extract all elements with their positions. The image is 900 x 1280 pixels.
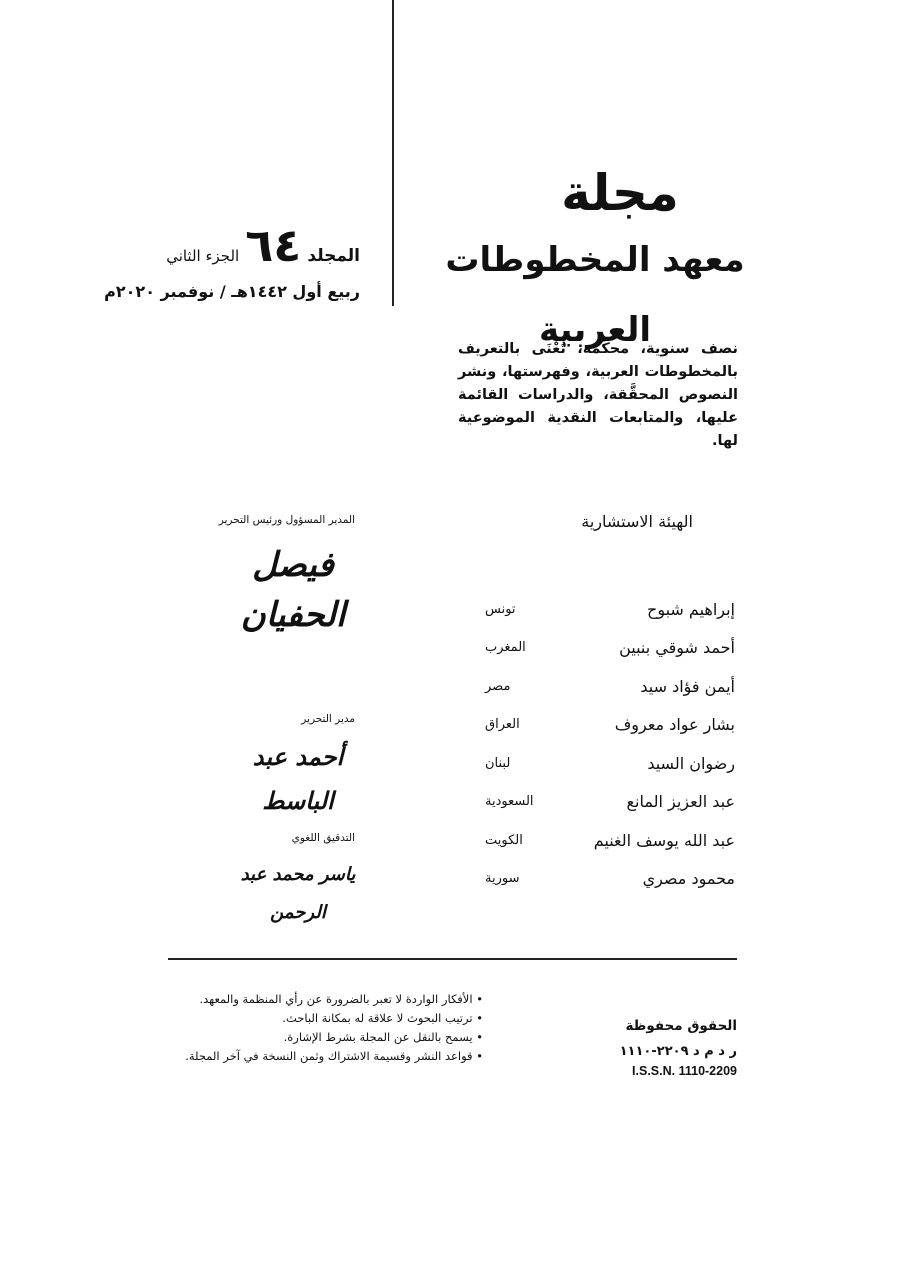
magazine-word: مجلة [561, 164, 679, 222]
member-country: سورية [485, 871, 520, 887]
horizontal-divider [168, 958, 737, 960]
board-member [485, 629, 735, 668]
managing-editor-role: مدير التحرير [301, 713, 355, 725]
member-country: السعودية [485, 794, 534, 810]
board-member [485, 744, 735, 783]
member-name: أحمد شوقي بنبين [619, 638, 735, 658]
rights-title: الحقوق محفوظة [625, 1018, 737, 1034]
member-name: عبد العزيز المانع [626, 792, 735, 812]
member-name: أيمن فؤاد سيد [640, 676, 735, 696]
issue-volume-row [166, 218, 360, 270]
member-country: تونس [485, 601, 516, 617]
member-name: إبراهيم شبوح [647, 599, 735, 619]
editor-in-chief-signature: فيصل الحفيان [240, 545, 346, 635]
linguistic-review-role: التدقيق اللغوي [291, 832, 355, 844]
member-name: عبد الله يوسف الغنيم [593, 830, 735, 850]
note-item: • قواعد النشر وقسيمة الاشتراك وثمن النسخة في آخر المجلة. [153, 1047, 483, 1066]
managing-editor-signature: أحمد عبد الباسط [252, 742, 344, 815]
member-country: لبنان [485, 755, 511, 771]
part-label: الجزء الثاني [166, 247, 240, 265]
deposit-number: ر د م د ٢٢٠٩-١١١٠ [619, 1044, 737, 1059]
member-name: بشار عواد معروف [614, 715, 735, 735]
board-member [485, 590, 735, 629]
institute-name-logotype: معهد المخطوطات العربية [445, 240, 745, 350]
board-member [485, 667, 735, 706]
advisory-board-title: الهيئة الاستشارية [581, 512, 693, 531]
note-item: • يسمح بالنقل عن المجلة بشرط الإشارة. [153, 1028, 483, 1047]
member-country: الكويت [485, 832, 523, 848]
editor-in-chief-role: المدير المسؤول ورئيس التحرير [218, 514, 355, 526]
advisory-board-list [485, 590, 735, 898]
issn: I.S.S.N. 1110-2209 [632, 1064, 737, 1078]
board-member [485, 706, 735, 745]
note-item: • الأفكار الواردة لا تعبر بالضرورة عن رأي المنظمة والمعهد. [153, 990, 483, 1009]
issue-date: ربيع أول ١٤٤٢هـ / نوفمبر ٢٠٢٠م [104, 282, 360, 301]
board-member [485, 860, 735, 899]
member-name: محمود مصري [642, 869, 735, 889]
journal-description: نصف سنوية، محكّمة، تُعْنَى بالتعريف بالمخطوطات العربية، وفهرستها، ونشر النصوص المحقَّقة، والدراسات القائمة عليها، والمتابعات النقدية الموضوعية لها. [458, 341, 738, 449]
member-name: رضوان السيد [647, 753, 735, 773]
member-country: العراق [485, 717, 520, 733]
member-country: المغرب [485, 640, 526, 656]
note-item: • ترتيب البحوث لا علاقة له بمكانة الباحث. [153, 1009, 483, 1028]
member-country: مصر [485, 678, 511, 694]
notes-list [153, 990, 483, 1066]
linguistic-review-signature: ياسر محمد عبد الرحمن [240, 864, 356, 923]
board-member [485, 821, 735, 860]
volume-label: المجلد [307, 246, 360, 266]
volume-number: ٦٤ [245, 218, 302, 272]
rights-block [620, 1015, 737, 1080]
vertical-divider [392, 0, 394, 306]
board-member [485, 783, 735, 822]
